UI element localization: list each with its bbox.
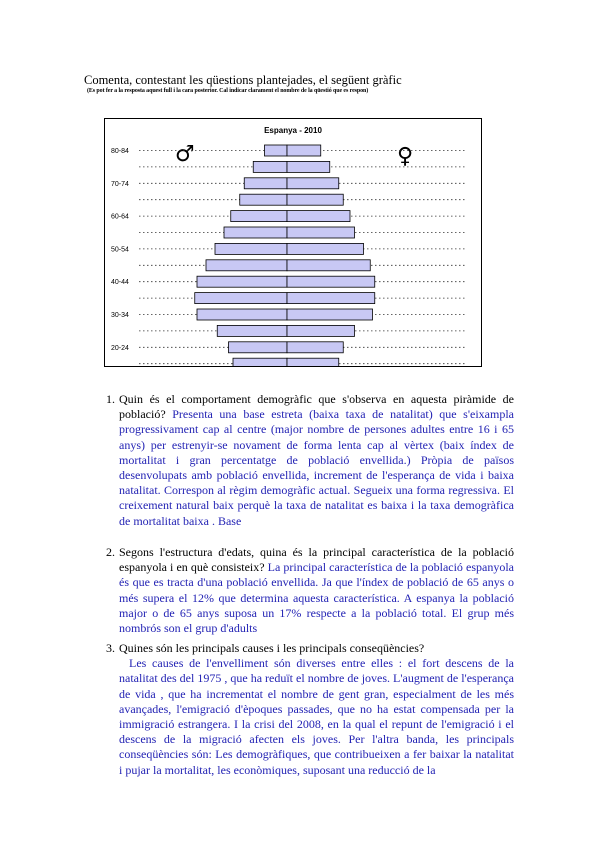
female-bar bbox=[287, 358, 339, 366]
female-bar bbox=[287, 260, 370, 271]
population-pyramid-chart bbox=[104, 118, 482, 367]
answer-text: Presenta una base estreta (baixa taxa de natalitat) que s'eixampla progressivament cap al centre (major nombre de persones adultes entre 16 i 65 anys) per estrenyir-se novament de forma lenta cap al vèrtex (baix índex de mortalitat i gran percentatge de població envellida.) Pròpia de països desenvolupats amb població envellida, increment de l'esperança de vida i baixa natalitat. Correspon al règim demogràfic actual. Segueix una forma regressiva. El creixement natural baix perquè la taxa de natalitat es baixa i la taxa demogràfica de mortalitat baixa . Base bbox=[119, 407, 514, 528]
female-bar bbox=[287, 276, 375, 287]
page-subtitle: (Es pot fer a la resposta aquest full i la cara posterior. Cal indicar clarament el nombre de la qüestió que es respon) bbox=[87, 88, 369, 94]
male-bar bbox=[231, 211, 287, 222]
male-bar bbox=[197, 309, 287, 320]
page-title: Comenta, contestant les qüestions plantejades, el següent gràfic bbox=[84, 73, 402, 87]
male-bar bbox=[233, 358, 287, 366]
question-text: Quin és el comportament demogràfic que s'observa en aquesta piràmide de població? bbox=[119, 392, 514, 422]
population-pyramid-svg bbox=[105, 119, 481, 366]
age-label: 70-74 bbox=[111, 180, 129, 188]
question-number: 1. bbox=[106, 392, 115, 406]
female-bar bbox=[287, 243, 364, 254]
question-number: 3. bbox=[106, 641, 115, 655]
male-bar bbox=[215, 243, 287, 254]
question-number: 2. bbox=[106, 545, 115, 559]
female-symbol-icon: ♀ bbox=[397, 144, 414, 169]
age-label: 80-84 bbox=[111, 148, 129, 155]
question-3 bbox=[94, 641, 514, 778]
male-symbol-icon: ♂ bbox=[175, 142, 195, 167]
male-bar bbox=[197, 276, 287, 287]
age-label: 50-54 bbox=[111, 246, 129, 254]
question-text: Quines són les principals causes i les principals conseqüències? bbox=[119, 641, 425, 655]
male-bar bbox=[240, 194, 287, 205]
question-1 bbox=[94, 392, 514, 529]
age-label: 60-64 bbox=[111, 213, 129, 221]
male-bar bbox=[265, 145, 288, 156]
female-bar bbox=[287, 342, 343, 353]
age-label: 20-24 bbox=[111, 344, 129, 352]
male-bar bbox=[217, 325, 287, 336]
answer-text: La principal característica de la població espanyola és que es tracta d'una població envellida. Ja que l'índex de població de 65 anys o més supera el 12% que determina aquesta característica. A espanya la població major o de 65 anys suposa un 17% respecte a la població total. El grup més nombrós son el grup d'adults bbox=[119, 560, 514, 636]
female-bar bbox=[287, 293, 375, 304]
male-bar bbox=[244, 178, 287, 189]
male-bar bbox=[253, 161, 287, 172]
female-bar bbox=[287, 178, 339, 189]
chart-title: Espanya - 2010 bbox=[264, 126, 322, 135]
female-bar bbox=[287, 211, 350, 222]
male-bar bbox=[206, 260, 287, 271]
male-bar bbox=[195, 293, 287, 304]
female-bar bbox=[287, 227, 355, 238]
question-text: Segons l'estructura d'edats, quina és la principal característica de la població espanyola i en què consisteix? bbox=[119, 545, 514, 575]
female-bar bbox=[287, 194, 343, 205]
male-bar bbox=[224, 227, 287, 238]
female-bar bbox=[287, 161, 330, 172]
age-label: 40-44 bbox=[111, 279, 129, 287]
female-bar bbox=[287, 325, 355, 336]
male-bar bbox=[229, 342, 288, 353]
female-bar bbox=[287, 145, 321, 156]
age-label: 30-34 bbox=[111, 312, 129, 319]
female-bar bbox=[287, 309, 373, 320]
answer-text: Les causes de l'envelliment són diverses entre elles : el fort descens de la natalitat des del 1975 , que ha reduït el nombre de joves. L'augment de l'esperança de vida , que ha incrementat el nombre de gent gran, especialment de les més avançades, l'emigració d'èpoques passades, que no ha estat compensada per la immigració estrangera. I la crisi del 2008, en la qual el repunt de l'emigració i el descens de la migració afecten els joves. Per l'altra banda, les principals conseqüències són: Les demogràfiques, que contribueixen a fer baixar la natalitat i pujar la mortalitat, les econòmiques, suposant una reducció de la bbox=[119, 656, 514, 777]
question-2 bbox=[94, 545, 514, 636]
